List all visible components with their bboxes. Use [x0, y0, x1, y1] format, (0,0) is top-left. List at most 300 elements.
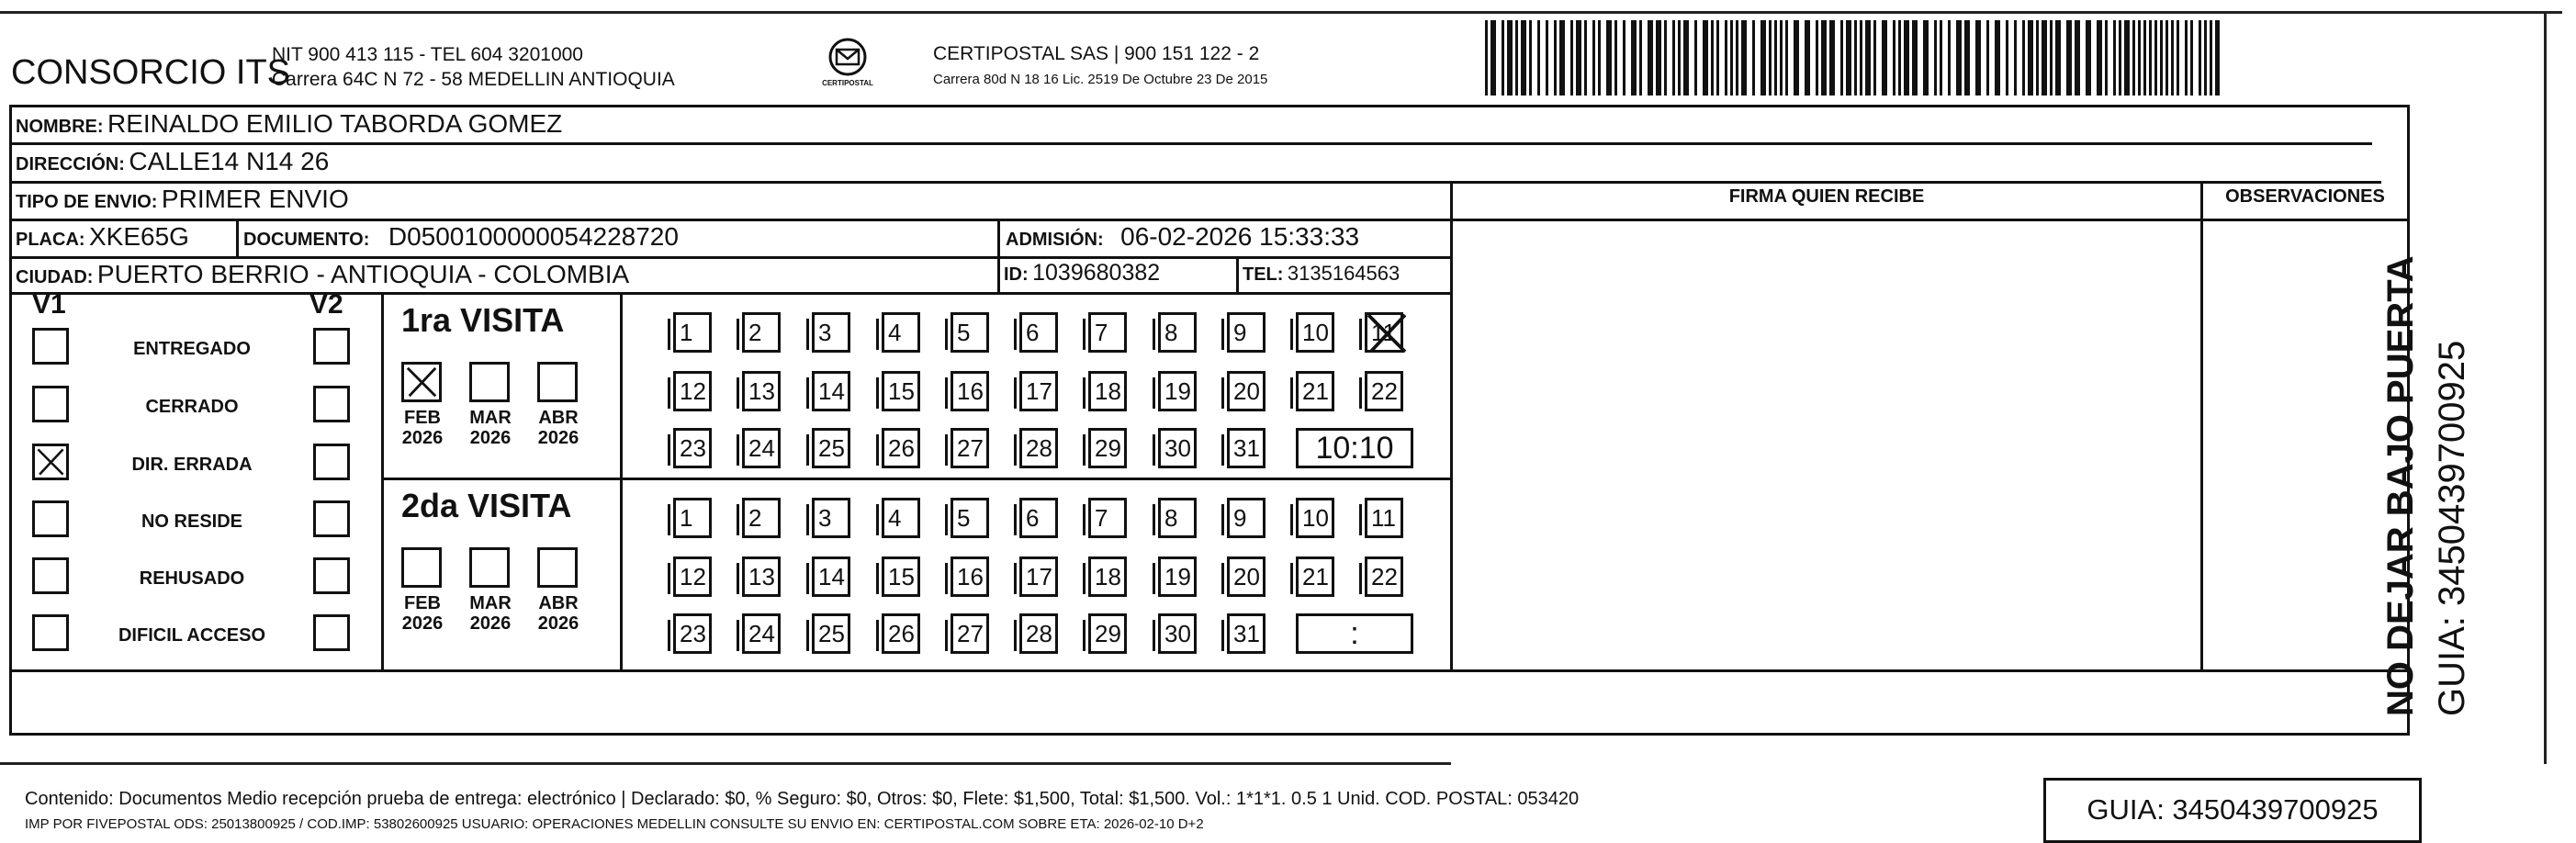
guia-number: GUIA: 3450439700925 — [2043, 778, 2422, 843]
day-number: 31 — [1233, 434, 1260, 462]
day-box[interactable] — [1227, 371, 1266, 411]
v1-header: V1 — [32, 289, 66, 320]
day-box[interactable] — [673, 371, 712, 411]
month-name: ABR — [538, 408, 579, 428]
day-box[interactable] — [1158, 312, 1197, 353]
v1-checkbox[interactable] — [32, 386, 69, 422]
day-box[interactable] — [1019, 613, 1058, 654]
visit-title: 1ra VISITA — [401, 301, 565, 339]
day-box[interactable] — [882, 498, 920, 538]
month-checkbox[interactable] — [469, 362, 510, 402]
day-box[interactable] — [673, 613, 712, 654]
day-box[interactable] — [1158, 428, 1197, 468]
admision-value: 06-02-2026 15:33:33 — [1120, 222, 1360, 251]
day-number: 13 — [748, 563, 775, 590]
barcode-bar — [1515, 20, 1518, 96]
day-number: 9 — [1233, 319, 1247, 346]
tipo-label: TIPO DE ENVIO: — [16, 192, 158, 212]
barcode-bar — [1912, 20, 1918, 96]
day-box[interactable] — [1296, 556, 1334, 597]
col-divider — [236, 219, 239, 256]
barcode-bar — [1716, 20, 1719, 96]
barcode-bar — [1940, 20, 1942, 96]
admision-label: ADMISIÓN: — [1006, 230, 1104, 250]
visit-time[interactable]: : — [1296, 613, 1413, 654]
v2-checkbox[interactable] — [313, 614, 350, 651]
month-checkbox[interactable] — [537, 547, 578, 588]
day-box[interactable] — [882, 613, 920, 654]
barcode-bar — [2036, 20, 2039, 96]
month-label — [458, 408, 523, 448]
day-box[interactable] — [1227, 556, 1266, 597]
ciudad-value: PUERTO BERRIO - ANTIOQUIA - COLOMBIA — [96, 260, 630, 288]
month-year: 2026 — [537, 428, 579, 448]
barcode-bar — [1725, 20, 1727, 96]
day-box[interactable] — [1227, 428, 1266, 468]
day-box[interactable] — [742, 556, 781, 597]
x-mark-icon — [35, 446, 66, 478]
day-box[interactable] — [1158, 556, 1197, 597]
day-box[interactable] — [882, 428, 920, 468]
day-number: 4 — [888, 504, 902, 532]
day-number: 23 — [680, 620, 706, 647]
barcode-bar — [1711, 20, 1714, 96]
barcode-bar — [2050, 20, 2053, 96]
ciudad-label: CIUDAD: — [16, 267, 94, 287]
day-box[interactable] — [1365, 312, 1403, 353]
barcode-bar — [1854, 20, 1857, 96]
month-name: FEB — [404, 408, 441, 428]
day-number: 4 — [888, 319, 902, 346]
month-year: 2026 — [469, 613, 512, 634]
v2-checkbox[interactable] — [313, 386, 350, 422]
barcode-bar — [2105, 20, 2108, 96]
barcode-bar — [1648, 20, 1653, 96]
barcode-bar — [1672, 20, 1675, 96]
barcode-bar — [1794, 20, 1799, 96]
row-divider — [12, 219, 2407, 221]
day-box[interactable] — [1158, 613, 1197, 654]
day-number: 12 — [680, 563, 706, 590]
barcode-bar — [2042, 20, 2047, 96]
barcode-bar — [1529, 20, 1532, 96]
day-number: 7 — [1095, 319, 1108, 346]
day-number: 27 — [957, 620, 984, 647]
day-number: 5 — [957, 504, 971, 532]
day-number: 21 — [1302, 377, 1329, 405]
day-number: 28 — [1026, 620, 1052, 647]
day-box[interactable] — [1088, 613, 1127, 654]
row-divider — [12, 181, 2381, 184]
barcode-bar — [1683, 20, 1689, 96]
day-box[interactable] — [1088, 428, 1127, 468]
month-name: FEB — [404, 593, 441, 613]
barcode-bar — [1490, 20, 1496, 96]
day-number: 29 — [1095, 434, 1121, 462]
v1-checkbox[interactable] — [32, 614, 69, 651]
day-box[interactable] — [673, 498, 712, 538]
firma-header: FIRMA QUIEN RECIBE — [1728, 186, 1925, 207]
status-label: DIFICIL ACCESO — [118, 625, 265, 646]
day-box[interactable] — [812, 312, 850, 353]
day-box[interactable] — [742, 613, 781, 654]
day-number: 21 — [1302, 563, 1329, 590]
x-mark-icon — [404, 365, 439, 399]
day-box[interactable] — [1019, 498, 1058, 538]
barcode-bar — [1774, 20, 1777, 96]
certipostal-nit: CERTIPOSTAL SAS | 900 151 122 - 2 — [933, 43, 1260, 64]
barcode-bar — [2204, 20, 2207, 96]
day-number: 16 — [957, 563, 984, 590]
barcode-bar — [2138, 20, 2141, 96]
direccion-row — [16, 147, 329, 176]
admision-row — [1006, 222, 1359, 252]
barcode-bar — [2185, 20, 2188, 96]
barcode-bar — [1703, 20, 1708, 96]
day-box[interactable] — [1158, 498, 1197, 538]
day-number: 2 — [748, 319, 762, 346]
barcode-bar — [1934, 20, 1937, 96]
day-number: 5 — [957, 319, 971, 346]
day-number: 25 — [818, 434, 845, 462]
barcode-bar — [2113, 20, 2116, 96]
barcode-bar — [1986, 20, 1989, 96]
v2-checkbox[interactable] — [313, 444, 350, 480]
documento-value: D0500100000054228720 — [388, 222, 679, 251]
barcode-bar — [1873, 20, 1876, 96]
barcode-bar — [1846, 20, 1851, 96]
barcode-bar — [1816, 20, 1818, 96]
barcode-bar — [1559, 20, 1565, 96]
day-number: 22 — [1371, 563, 1398, 590]
day-number: 30 — [1164, 620, 1191, 647]
id-row — [1004, 260, 1160, 287]
day-number: 14 — [818, 377, 845, 405]
day-box[interactable] — [1088, 312, 1127, 353]
barcode-bar — [1584, 20, 1587, 96]
day-number: 3 — [818, 319, 832, 346]
month-label — [458, 593, 523, 634]
barcode-bar — [1780, 20, 1783, 96]
day-number: 22 — [1371, 377, 1398, 405]
company-nit: NIT 900 413 115 - TEL 604 3201000 — [272, 44, 583, 65]
day-box[interactable] — [1088, 371, 1127, 411]
barcode-bar — [1656, 20, 1661, 96]
month-label — [526, 408, 591, 448]
day-number: 19 — [1164, 377, 1191, 405]
v2-checkbox[interactable] — [313, 500, 350, 537]
nombre-row — [16, 109, 562, 139]
day-box[interactable] — [1227, 613, 1266, 654]
day-box[interactable] — [673, 428, 712, 468]
day-box[interactable] — [951, 613, 989, 654]
barcode-bar — [1623, 20, 1625, 96]
day-box[interactable] — [1088, 498, 1127, 538]
barcode-bar — [2171, 20, 2174, 96]
v1-checkbox[interactable] — [32, 557, 69, 594]
barcode-bar — [1805, 20, 1810, 96]
day-box[interactable] — [1365, 371, 1403, 411]
direccion-label: DIRECCIÓN: — [16, 154, 125, 174]
day-number: 24 — [748, 620, 775, 647]
day-number: 12 — [680, 377, 706, 405]
day-number: 10 — [1302, 504, 1329, 532]
barcode-bar — [1741, 20, 1747, 96]
barcode-bar — [1485, 20, 1488, 96]
day-box[interactable] — [882, 312, 920, 353]
v2-header: V2 — [309, 289, 343, 320]
day-box[interactable] — [1365, 498, 1403, 538]
tipo-row — [16, 185, 349, 214]
day-number: 6 — [1026, 504, 1040, 532]
day-number: 20 — [1233, 563, 1260, 590]
delivery-form — [9, 105, 2410, 832]
barcode-bar — [1592, 20, 1595, 96]
month-year: 2026 — [401, 428, 444, 448]
documento-label: DOCUMENTO: — [243, 230, 370, 250]
month-year: 2026 — [469, 428, 512, 448]
barcode-bar — [1760, 20, 1766, 96]
day-number: 26 — [888, 620, 915, 647]
barcode-bar — [1904, 20, 1909, 96]
observaciones-header: OBSERVACIONES — [2225, 186, 2385, 207]
certipostal-logo — [808, 37, 887, 94]
day-box[interactable] — [1019, 371, 1058, 411]
col-divider — [620, 292, 623, 669]
col-divider — [997, 219, 1000, 292]
day-number: 18 — [1095, 377, 1121, 405]
barcode-bar — [2190, 20, 2193, 96]
day-box[interactable] — [1296, 312, 1334, 353]
side-warning: NO DEJAR BAJO PUERTA — [2380, 255, 2421, 716]
barcode-bar — [1964, 20, 1970, 96]
barcode — [1485, 20, 2220, 96]
col-divider — [2200, 181, 2203, 669]
visit-title: 2da VISITA — [401, 487, 572, 524]
month-label — [390, 408, 455, 448]
visit-time[interactable]: 10:10 — [1296, 428, 1413, 468]
day-box[interactable] — [673, 312, 712, 353]
day-box[interactable] — [1365, 556, 1403, 597]
nombre-value: REINALDO EMILIO TABORDA GOMEZ — [107, 109, 563, 138]
barcode-bar — [2097, 20, 2102, 96]
day-number: 15 — [888, 563, 915, 590]
barcode-bar — [1752, 20, 1755, 96]
day-box[interactable] — [1296, 498, 1334, 538]
row-divider — [12, 256, 1450, 259]
barcode-bar — [1956, 20, 1962, 96]
certipostal-license: Carrera 80d N 18 16 Lic. 2519 De Octubre 23 De 2015 — [933, 72, 1268, 87]
v1-checkbox[interactable] — [32, 444, 69, 480]
day-box[interactable] — [1227, 312, 1266, 353]
day-box[interactable] — [673, 556, 712, 597]
row-divider — [12, 669, 2407, 672]
row-divider — [12, 142, 2372, 145]
barcode-bar — [1502, 20, 1504, 96]
day-number: 26 — [888, 434, 915, 462]
barcode-bar — [1570, 20, 1573, 96]
barcode-bar — [2165, 20, 2168, 96]
day-number: 30 — [1164, 434, 1191, 462]
day-box[interactable] — [742, 371, 781, 411]
month-checkbox[interactable] — [537, 362, 578, 402]
v2-checkbox[interactable] — [313, 328, 350, 365]
day-box[interactable] — [812, 371, 850, 411]
barcode-bar — [1860, 20, 1862, 96]
month-name: ABR — [538, 593, 579, 613]
day-box[interactable] — [812, 613, 850, 654]
barcode-bar — [1736, 20, 1738, 96]
x-mark-icon — [1364, 310, 1410, 356]
logo-text: CERTIPOSTAL — [822, 79, 873, 87]
month-year: 2026 — [401, 613, 444, 634]
v1-checkbox[interactable] — [32, 328, 69, 365]
day-number: 19 — [1164, 563, 1191, 590]
barcode-bar — [2143, 20, 2146, 96]
barcode-bar — [2022, 20, 2025, 96]
footer-print-info: IMP POR FIVEPOSTAL ODS: 25013800925 / COD.IMP: 53802600925 USUARIO: OPERACIONES MEDELLIN CONSULTE SU ENVIO EN: CERTIPOSTAL.COM SOBRE ETA: 2026-02-10 D+2 — [25, 816, 1204, 832]
barcode-bar — [1865, 20, 1871, 96]
placa-row — [16, 222, 189, 252]
certipostal-info — [933, 41, 1267, 93]
barcode-bar — [1631, 20, 1637, 96]
day-number: 24 — [748, 434, 775, 462]
day-box[interactable] — [1019, 312, 1058, 353]
envelope-seal-icon — [808, 37, 887, 79]
day-box[interactable] — [1158, 371, 1197, 411]
barcode-bar — [2160, 20, 2163, 96]
barcode-bar — [2086, 20, 2091, 96]
day-number: 11 — [1371, 319, 1396, 346]
day-number: 28 — [1026, 434, 1052, 462]
barcode-bar — [1995, 20, 2000, 96]
barcode-bar — [2066, 20, 2072, 96]
day-box[interactable] — [951, 498, 989, 538]
day-number: 17 — [1026, 377, 1052, 405]
day-number: 1 — [680, 504, 693, 532]
day-number: 8 — [1164, 319, 1178, 346]
col-divider — [1450, 181, 1453, 669]
day-box[interactable] — [742, 498, 781, 538]
barcode-bar — [1554, 20, 1557, 96]
day-box[interactable] — [882, 371, 920, 411]
company-info — [272, 42, 675, 92]
day-box[interactable] — [1019, 556, 1058, 597]
month-checkbox[interactable] — [469, 547, 510, 588]
day-number: 8 — [1164, 504, 1178, 532]
day-box[interactable] — [1088, 556, 1127, 597]
tel-value: 3135164563 — [1287, 262, 1400, 285]
day-box[interactable] — [1019, 428, 1058, 468]
day-box[interactable] — [951, 428, 989, 468]
status-label: DIR. ERRADA — [131, 455, 253, 475]
status-label: ENTREGADO — [133, 339, 251, 359]
barcode-bar — [2006, 20, 2008, 96]
col-divider — [381, 292, 384, 669]
top-rule — [0, 11, 2562, 14]
day-number: 29 — [1095, 620, 1121, 647]
company-address: Carrera 64C N 72 - 58 MEDELLIN ANTIOQUIA — [272, 69, 675, 90]
status-label: CERRADO — [145, 397, 239, 417]
footer-content: Contenido: Documentos Medio recepción prueba de entrega: electrónico | Declarado: $0, % Seguro: $0, Otros: $0, Flete: $1,500, Total: $1,500. Vol.: 1*1*1. 0.5 1 Unid. COD. POSTAL: 053420 — [25, 789, 1580, 809]
barcode-bar — [1606, 20, 1612, 96]
day-box[interactable] — [1227, 498, 1266, 538]
v1-checkbox[interactable] — [32, 500, 69, 537]
day-box[interactable] — [951, 312, 989, 353]
day-number: 16 — [957, 377, 984, 405]
barcode-bar — [2124, 20, 2130, 96]
side-guia: GUIA: 3450439700925 — [2432, 340, 2472, 716]
day-number: 2 — [748, 504, 762, 532]
day-number: 9 — [1233, 504, 1247, 532]
barcode-bar — [2119, 20, 2121, 96]
day-number: 1 — [680, 319, 693, 346]
day-box[interactable] — [951, 556, 989, 597]
company-name: CONSORCIO ITS — [11, 53, 291, 92]
status-label: NO RESIDE — [141, 511, 243, 532]
barcode-bar — [1546, 20, 1548, 96]
barcode-bar — [1882, 20, 1887, 96]
day-box[interactable] — [742, 312, 781, 353]
barcode-bar — [2199, 20, 2201, 96]
barcode-bar — [1730, 20, 1733, 96]
barcode-bar — [2177, 20, 2179, 96]
day-box[interactable] — [1296, 371, 1334, 411]
day-box[interactable] — [742, 428, 781, 468]
barcode-bar — [1893, 20, 1895, 96]
day-number: 14 — [818, 563, 845, 590]
bottom-rule — [0, 762, 1451, 765]
month-name: MAR — [469, 408, 512, 428]
day-box[interactable] — [812, 428, 850, 468]
day-box[interactable] — [882, 556, 920, 597]
barcode-bar — [2215, 20, 2220, 96]
barcode-bar — [2055, 20, 2061, 96]
month-checkbox[interactable] — [401, 362, 442, 402]
placa-value: XKE65G — [89, 222, 189, 251]
day-number: 6 — [1026, 319, 1040, 346]
month-checkbox[interactable] — [401, 547, 442, 588]
barcode-bar — [2028, 20, 2033, 96]
month-year: 2026 — [537, 613, 579, 634]
barcode-bar — [1537, 20, 1540, 96]
day-number: 13 — [748, 377, 775, 405]
month-label — [526, 593, 591, 634]
barcode-bar — [1507, 20, 1513, 96]
day-number: 7 — [1095, 504, 1108, 532]
nombre-label: NOMBRE: — [16, 117, 104, 137]
day-box[interactable] — [812, 556, 850, 597]
barcode-bar — [1898, 20, 1901, 96]
day-box[interactable] — [951, 371, 989, 411]
day-number: 23 — [680, 434, 706, 462]
barcode-bar — [1769, 20, 1772, 96]
day-number: 25 — [818, 620, 845, 647]
barcode-bar — [2154, 20, 2157, 96]
barcode-bar — [2210, 20, 2212, 96]
barcode-bar — [1598, 20, 1601, 96]
barcode-bar — [2149, 20, 2152, 96]
day-number: 17 — [1026, 563, 1052, 590]
day-box[interactable] — [812, 498, 850, 538]
barcode-bar — [1948, 20, 1951, 96]
day-number: 27 — [957, 434, 984, 462]
documento-row — [243, 222, 679, 252]
v2-checkbox[interactable] — [313, 557, 350, 594]
id-label: ID: — [1004, 264, 1029, 285]
barcode-bar — [1975, 20, 1981, 96]
barcode-bar — [1614, 20, 1617, 96]
